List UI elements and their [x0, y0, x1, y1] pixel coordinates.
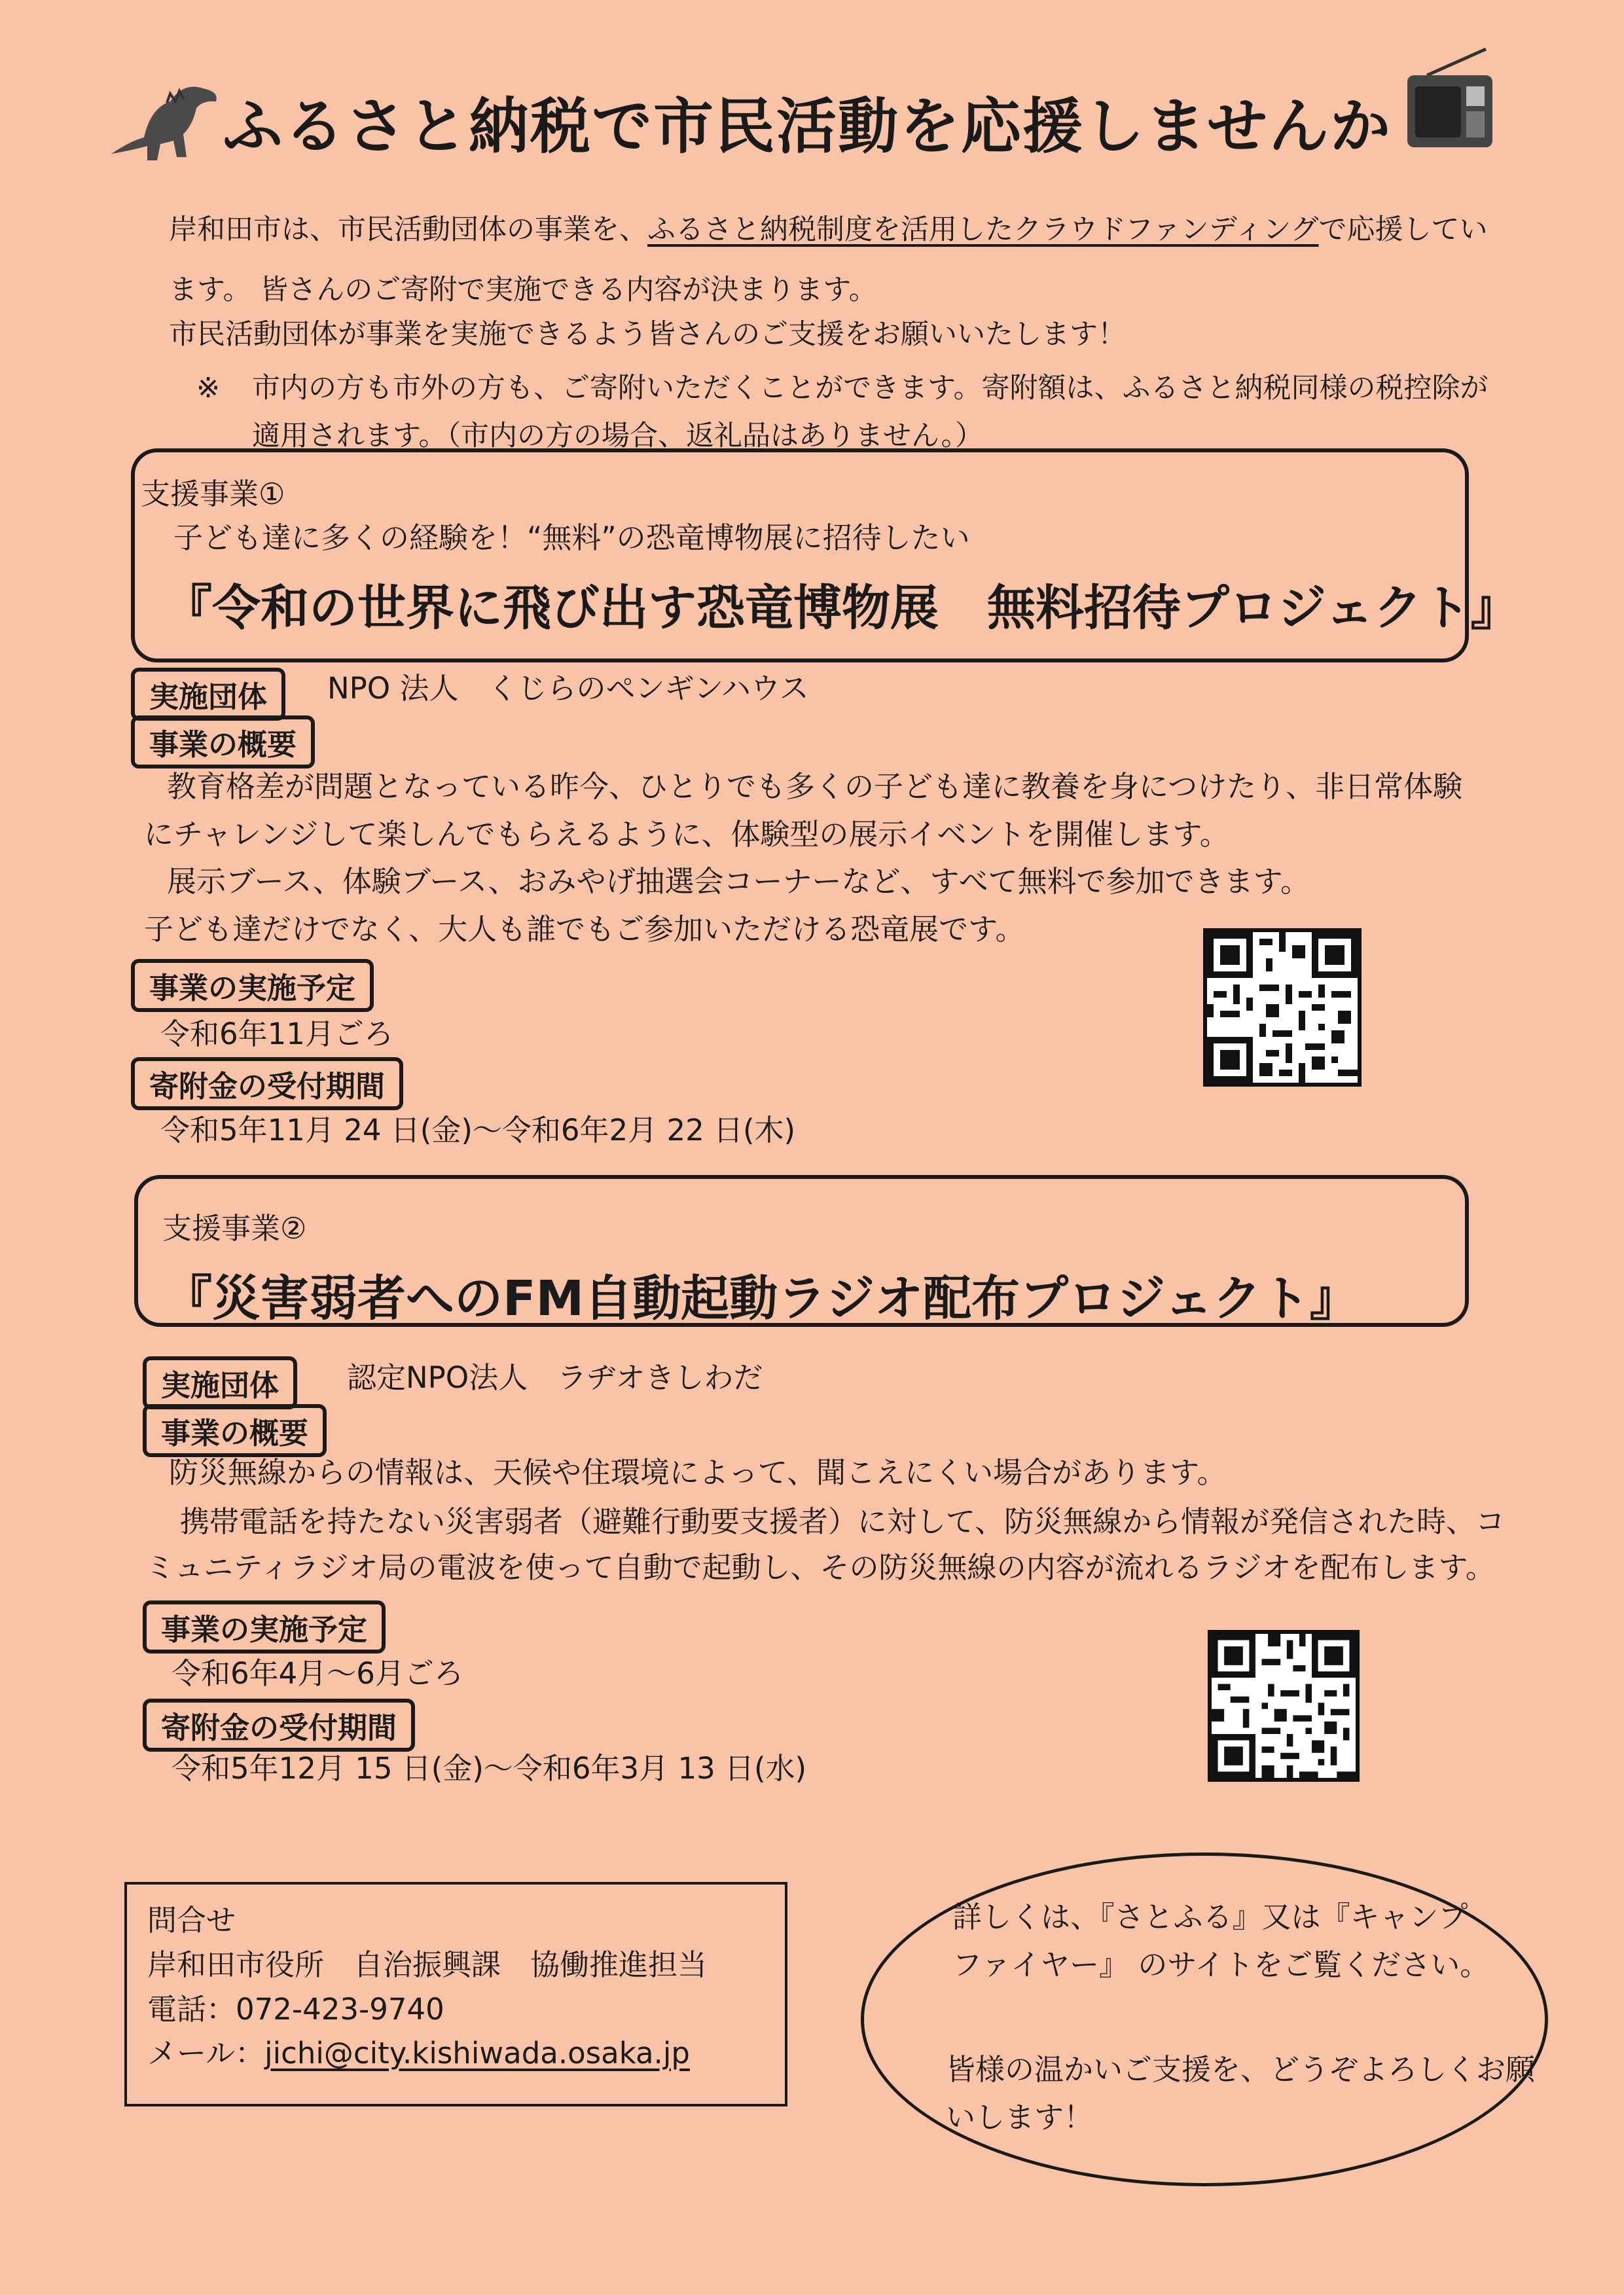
intro-note-1: 市内の方も市外の方も、ご寄附いただくことができます。寄附額は、ふるさと納税同様の税控除が — [252, 372, 1489, 405]
project1-overview-2: にチャレンジして楽しんでもらえるように、体験型の展示イベントを開催します。 — [144, 817, 1229, 852]
intro-line-2: ます。 皆さんのご寄附で実施できる内容が決まります。 — [169, 274, 877, 306]
project2-period-tag: 寄附金の受付期間 — [143, 1699, 415, 1752]
qr-pattern-icon — [1212, 1634, 1356, 1778]
radio-icon — [1401, 46, 1499, 157]
project1-period-tag: 寄附金の受付期間 — [131, 1057, 403, 1110]
project1-catch: 子ども達に多くの経験を！“無料”の恐竜博物展に招待したい — [173, 520, 970, 555]
project2-schedule: 令和6年4月～6月ごろ — [171, 1656, 463, 1691]
crowdfunding-link-text: ふるさと納税制度を活用したクラウドファンディング — [647, 213, 1319, 246]
contact-heading: 問合せ — [147, 1903, 236, 1938]
project2-overview-1: 防災無線からの情報は、天候や住環境によって、聞こえにくい場合があります。 — [169, 1455, 1227, 1490]
contact-mail-link[interactable]: jichi@city.kishiwada.osaka.jp — [264, 2036, 690, 2070]
page-title: ふるさと納税で市民活動を応援しませんか — [223, 92, 1392, 162]
project2-period: 令和5年12月 15 日(金)～令和6年3月 13 日(水) — [171, 1751, 807, 1786]
project1-overview-tag: 事業の概要 — [131, 715, 315, 768]
project2-schedule-tag: 事業の実施予定 — [143, 1600, 386, 1653]
project1-schedule: 令和6年11月ごろ — [160, 1017, 393, 1051]
project2-title: 『災害弱者へのFM自動起動ラジオ配布プロジェクト』 — [164, 1271, 1358, 1327]
contact-dept: 岸和田市役所 自治振興課 協働推進担当 — [147, 1947, 708, 1982]
project2-overview-3: ミュニティラジオ局の電波を使って自動で起動し、その防災無線の内容が流れるラジオを配布します。 — [145, 1550, 1495, 1585]
qr-pattern-icon — [1207, 932, 1358, 1083]
intro-line-3: 市民活動団体が事業を実施できるよう皆さんのご支援をお願いいたします！ — [169, 318, 1126, 351]
project2-overview-tag: 事業の概要 — [143, 1404, 327, 1457]
project1-org: NPO 法人 くじらのペンギンハウス — [327, 671, 809, 706]
project2-org: 認定NPO法人 ラヂオきしわだ — [347, 1360, 763, 1395]
note-line-2: ファイヤー』 のサイトをご覧ください。 — [952, 1947, 1490, 1982]
intro-line-1: 岸和田市は、市民活動団体の事業を、ふるさと納税制度を活用したクラウドファンディングで応援してい — [169, 213, 1488, 246]
project2-qr-code[interactable] — [1208, 1630, 1360, 1782]
note-line-3: 皆様の温かいご支援を、どうぞよろしくお願 — [946, 2052, 1536, 2087]
note-line-1: 詳しくは、『さとふる』又は『キャンプ — [952, 1900, 1468, 1934]
contact-mail-row — [147, 2029, 690, 2072]
project1-overview-1: 教育格差が問題となっている昨今、ひとりでも多くの子ども達に教養を身につけたり、非日常体験 — [167, 769, 1463, 804]
project1-period: 令和5年11月 24 日(金)～令和6年2月 22 日(木) — [160, 1113, 796, 1148]
project1-label: 支援事業① — [141, 477, 285, 511]
project1-org-tag: 実施団体 — [131, 668, 285, 721]
contact-mail-label: メール： — [147, 2036, 265, 2070]
note-mark: ※ — [196, 372, 221, 405]
project2-label: 支援事業② — [162, 1211, 307, 1246]
note-line-4: いします！ — [946, 2100, 1094, 2135]
project1-overview-4: 子ども達だけでなく、大人も誰でもご参加いただける恐竜展です。 — [144, 912, 1025, 947]
project2-overview-2: 携帯電話を持たない災害弱者（避難行動要支援者）に対して、防災無線から情報が発信された時、コ — [180, 1504, 1506, 1539]
project1-title: 『令和の世界に飛び出す恐竜博物展 無料招待プロジェクト』 — [164, 580, 1519, 636]
project1-schedule-tag: 事業の実施予定 — [131, 959, 374, 1012]
contact-phone: 電話：072-423-9740 — [147, 1992, 444, 2027]
dinosaur-icon — [105, 62, 229, 167]
project1-qr-code[interactable] — [1203, 928, 1362, 1087]
project2-org-tag: 実施団体 — [143, 1356, 297, 1409]
project1-overview-3: 展示ブース、体験ブース、おみやげ抽選会コーナーなど、すべて無料で参加できます。 — [167, 864, 1310, 899]
intro-note-2: 適用されます。（市内の方の場合、返礼品はありません。） — [252, 420, 984, 452]
